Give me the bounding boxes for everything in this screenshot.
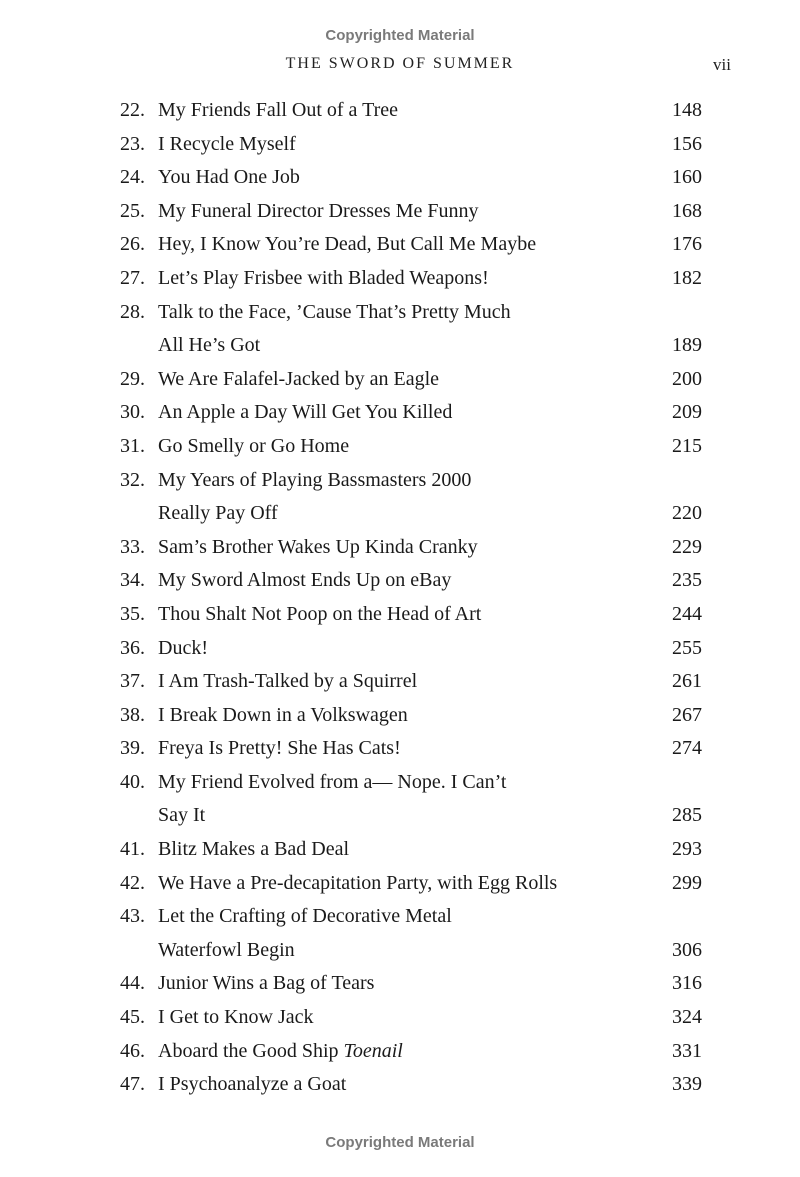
- chapter-number: 23.: [120, 132, 145, 155]
- copyright-watermark-bottom: Copyrighted Material: [325, 1134, 475, 1151]
- toc-entry: [0, 1001, 800, 1035]
- chapter-number: 28.: [120, 300, 145, 323]
- chapter-page-number: 148: [672, 99, 702, 121]
- toc-entry: [0, 195, 800, 229]
- chapter-number: 38.: [120, 703, 145, 726]
- toc-entry-line: [0, 396, 800, 430]
- toc-entry-line: [0, 195, 800, 229]
- toc-entry: [0, 464, 800, 531]
- chapter-number: 34.: [120, 569, 145, 592]
- chapter-number: 26.: [120, 233, 145, 256]
- chapter-number: 45.: [120, 1006, 145, 1029]
- chapter-page-number: 168: [672, 199, 702, 222]
- toc-entry-line: [0, 699, 800, 733]
- running-head: THE SWORD OF SUMMER: [285, 55, 515, 72]
- chapter-page-number: 261: [672, 670, 702, 693]
- chapter-page-number: 182: [672, 266, 702, 289]
- chapter-number: 32.: [120, 468, 145, 491]
- chapter-number: 25.: [120, 199, 145, 222]
- toc-entry-line: [0, 833, 800, 867]
- chapter-page-number: 339: [672, 1073, 702, 1096]
- chapter-page-number: 235: [672, 569, 702, 592]
- chapter-page-number: 274: [672, 737, 702, 760]
- page-number: vii: [713, 55, 731, 74]
- chapter-page-number: 324: [672, 1006, 702, 1029]
- toc-entry-line: [0, 430, 800, 464]
- chapter-title: My Funeral Director Dresses Me Funny: [158, 199, 479, 222]
- chapter-page-number: 293: [672, 838, 702, 861]
- chapter-number: 33.: [120, 535, 145, 558]
- chapter-title: I Am Trash-Talked by a Squirrel: [158, 670, 418, 693]
- chapter-page-number: 255: [672, 636, 702, 659]
- chapter-title: Let the Crafting of Decorative Metal: [158, 905, 452, 928]
- toc-entry-line: [0, 1035, 800, 1069]
- toc-entry-line: [0, 967, 800, 1001]
- chapter-title: Go Smelly or Go Home: [158, 434, 350, 457]
- chapter-title: My Friends Fall Out of a Tree: [158, 99, 398, 121]
- chapter-number: 27.: [120, 266, 145, 289]
- toc-entry-line: [0, 94, 800, 128]
- toc-entry-line: [0, 665, 800, 699]
- toc-entry-line: [0, 329, 800, 363]
- toc-entry: [0, 967, 800, 1001]
- chapter-page-number: 215: [672, 434, 702, 457]
- chapter-page-number: 306: [672, 938, 702, 961]
- toc-entry-line: [0, 867, 800, 901]
- chapter-title: Blitz Makes a Bad Deal: [158, 838, 350, 861]
- toc-entry: [0, 228, 800, 262]
- toc-entry: [0, 766, 800, 833]
- chapter-page-number: 229: [672, 535, 702, 558]
- chapter-title: We Are Falafel-Jacked by an Eagle: [158, 367, 440, 390]
- chapter-number: 41.: [120, 838, 145, 861]
- chapter-page-number: 209: [672, 401, 702, 424]
- chapter-page-number: 176: [672, 233, 702, 256]
- chapter-title: Freya Is Pretty! She Has Cats!: [158, 737, 401, 760]
- chapter-page-number: 267: [672, 703, 702, 726]
- toc-entry: [0, 632, 800, 666]
- table-of-contents: [0, 94, 800, 1102]
- toc-entry: [0, 430, 800, 464]
- chapter-title: Say It: [158, 804, 206, 827]
- toc-entry: [0, 128, 800, 162]
- toc-entry-line: [0, 564, 800, 598]
- chapter-number: 44.: [120, 972, 145, 995]
- chapter-page-number: 189: [672, 334, 702, 357]
- toc-entry: [0, 296, 800, 363]
- toc-entry-line: [0, 228, 800, 262]
- chapter-number: 24.: [120, 166, 145, 189]
- chapter-number: 43.: [120, 905, 145, 928]
- chapter-page-number: 299: [672, 871, 702, 894]
- chapter-number: 36.: [120, 636, 145, 659]
- toc-entry-line: [0, 732, 800, 766]
- toc-entry: [0, 1068, 800, 1102]
- chapter-title: My Friend Evolved from a— Nope. I Can’t: [158, 770, 507, 793]
- toc-entry-line: [0, 632, 800, 666]
- toc-entry: [0, 598, 800, 632]
- toc-entry-line: [0, 531, 800, 565]
- chapter-title: You Had One Job: [158, 166, 300, 189]
- toc-entry-line: [0, 766, 800, 800]
- chapter-number: 37.: [120, 670, 145, 693]
- chapter-number: 22.: [120, 99, 145, 121]
- chapter-title: Junior Wins a Bag of Tears: [158, 972, 375, 995]
- chapter-number: 29.: [120, 367, 145, 390]
- toc-entry: [0, 161, 800, 195]
- chapter-title: Really Pay Off: [158, 502, 278, 525]
- chapter-number: 30.: [120, 401, 145, 424]
- chapter-page-number: 316: [672, 972, 702, 995]
- toc-entry-line: [0, 598, 800, 632]
- chapter-page-number: 244: [672, 602, 702, 625]
- chapter-title: Sam’s Brother Wakes Up Kinda Cranky: [158, 535, 478, 558]
- toc-entry: [0, 867, 800, 901]
- toc-entry-line: [0, 934, 800, 968]
- chapter-page-number: 331: [672, 1039, 702, 1062]
- toc-entry-line: [0, 1001, 800, 1035]
- toc-entry-line: [0, 464, 800, 498]
- toc-entry-line: [0, 497, 800, 531]
- chapter-page-number: 160: [672, 166, 702, 189]
- chapter-page-number: 200: [672, 367, 702, 390]
- chapter-title: Hey, I Know You’re Dead, But Call Me Maybe: [158, 233, 537, 256]
- chapter-number: 46.: [120, 1039, 145, 1062]
- chapter-number: 42.: [120, 871, 145, 894]
- chapter-number: 35.: [120, 602, 145, 625]
- chapter-title: I Recycle Myself: [158, 132, 296, 155]
- toc-entry-line: [0, 363, 800, 397]
- chapter-title: I Break Down in a Volkswagen: [158, 703, 408, 726]
- toc-entry: [0, 699, 800, 733]
- toc-entry: [0, 833, 800, 867]
- toc-entry-line: [0, 161, 800, 195]
- toc-entry: [0, 732, 800, 766]
- chapter-title: Aboard the Good Ship Toenail: [158, 1039, 403, 1062]
- toc-entry-line: [0, 128, 800, 162]
- chapter-page-number: 156: [672, 132, 702, 155]
- toc-entry-line: [0, 900, 800, 934]
- chapter-title: I Get to Know Jack: [158, 1006, 314, 1029]
- toc-entry: [0, 665, 800, 699]
- chapter-title: We Have a Pre-decapitation Party, with Egg Rolls: [158, 871, 558, 894]
- chapter-title: Thou Shalt Not Poop on the Head of Art: [158, 602, 482, 625]
- chapter-number: 47.: [120, 1073, 145, 1096]
- chapter-number: 31.: [120, 434, 145, 457]
- toc-entry-line: [0, 1068, 800, 1102]
- toc-entry: [0, 262, 800, 296]
- chapter-title: Duck!: [158, 636, 208, 659]
- chapter-title: All He’s Got: [158, 334, 261, 357]
- chapter-title: My Years of Playing Bassmasters 2000: [158, 468, 472, 491]
- copyright-watermark-top: Copyrighted Material: [325, 27, 475, 44]
- chapter-page-number: 285: [672, 804, 702, 827]
- toc-entry-line: [0, 296, 800, 330]
- toc-entry: [0, 564, 800, 598]
- chapter-title: An Apple a Day Will Get You Killed: [158, 401, 453, 424]
- chapter-number: 40.: [120, 770, 145, 793]
- toc-entry: [0, 396, 800, 430]
- toc-entry: [0, 1035, 800, 1069]
- chapter-number: 39.: [120, 737, 145, 760]
- chapter-title: Waterfowl Begin: [158, 938, 295, 961]
- toc-entry-line: [0, 799, 800, 833]
- chapter-page-number: 220: [672, 502, 702, 525]
- chapter-title: My Sword Almost Ends Up on eBay: [158, 569, 452, 592]
- toc-entry: [0, 363, 800, 397]
- chapter-title: Talk to the Face, ’Cause That’s Pretty Much: [158, 300, 511, 323]
- toc-entry: [0, 531, 800, 565]
- chapter-title: I Psychoanalyze a Goat: [158, 1073, 347, 1096]
- toc-entry-line: [0, 262, 800, 296]
- toc-entry: [0, 900, 800, 967]
- toc-entry: [0, 94, 800, 128]
- chapter-title: Let’s Play Frisbee with Bladed Weapons!: [158, 266, 489, 289]
